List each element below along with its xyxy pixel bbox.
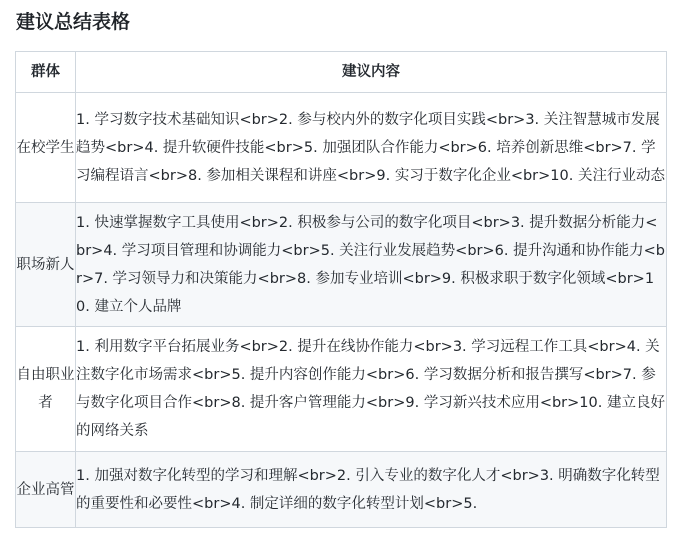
group-cell: 在校学生 — [16, 93, 76, 203]
content-cell: 1. 快速掌握数字工具使用<br>2. 积极参与公司的数字化项目<br>3. 提升数据分析能力<br>4. 学习项目管理和协调能力<br>5. 关注行业发展趋势<br>6. 提升沟通和协作能力<br>7. 学习领导力和决策能力<br>8. 参加专业培训<br>9. 积极求职于数字化领域<br>10. 建立个人品牌 — [76, 203, 667, 327]
table-header-row — [16, 52, 667, 93]
group-cell: 自由职业者 — [16, 327, 76, 452]
content-cell: 1. 利用数字平台拓展业务<br>2. 提升在线协作能力<br>3. 学习远程工作工具<br>4. 关注数字化市场需求<br>5. 提升内容创作能力<br>6. 学习数据分析和报告撰写<br>7. 参与数字化项目合作<br>8. 提升客户管理能力<br>9. 学习新兴技术应用<br>10. 建立良好的网络关系 — [76, 327, 667, 452]
column-header-content: 建议内容 — [76, 52, 667, 93]
content-cell: 1. 加强对数字化转型的学习和理解<br>2. 引入专业的数字化人才<br>3. 明确数字化转型的重要性和必要性<br>4. 制定详细的数字化转型计划<br>5. — [76, 452, 667, 528]
group-cell: 职场新人 — [16, 203, 76, 327]
table-row — [16, 452, 667, 528]
table-row — [16, 327, 667, 452]
table-row — [16, 93, 667, 203]
column-header-group: 群体 — [16, 52, 76, 93]
table-row — [16, 203, 667, 327]
page-title: 建议总结表格 — [16, 11, 131, 33]
content-cell: 1. 学习数字技术基础知识<br>2. 参与校内外的数字化项目实践<br>3. 关注智慧城市发展趋势<br>4. 提升软硬件技能<br>5. 加强团队合作能力<br>6. 培养创新思维<br>7. 学习编程语言<br>8. 参加相关课程和讲座<br>9. 实习于数字化企业<br>10. 关注行业动态 — [76, 93, 667, 203]
suggestion-summary-table — [15, 51, 667, 528]
group-cell: 企业高管 — [16, 452, 76, 528]
